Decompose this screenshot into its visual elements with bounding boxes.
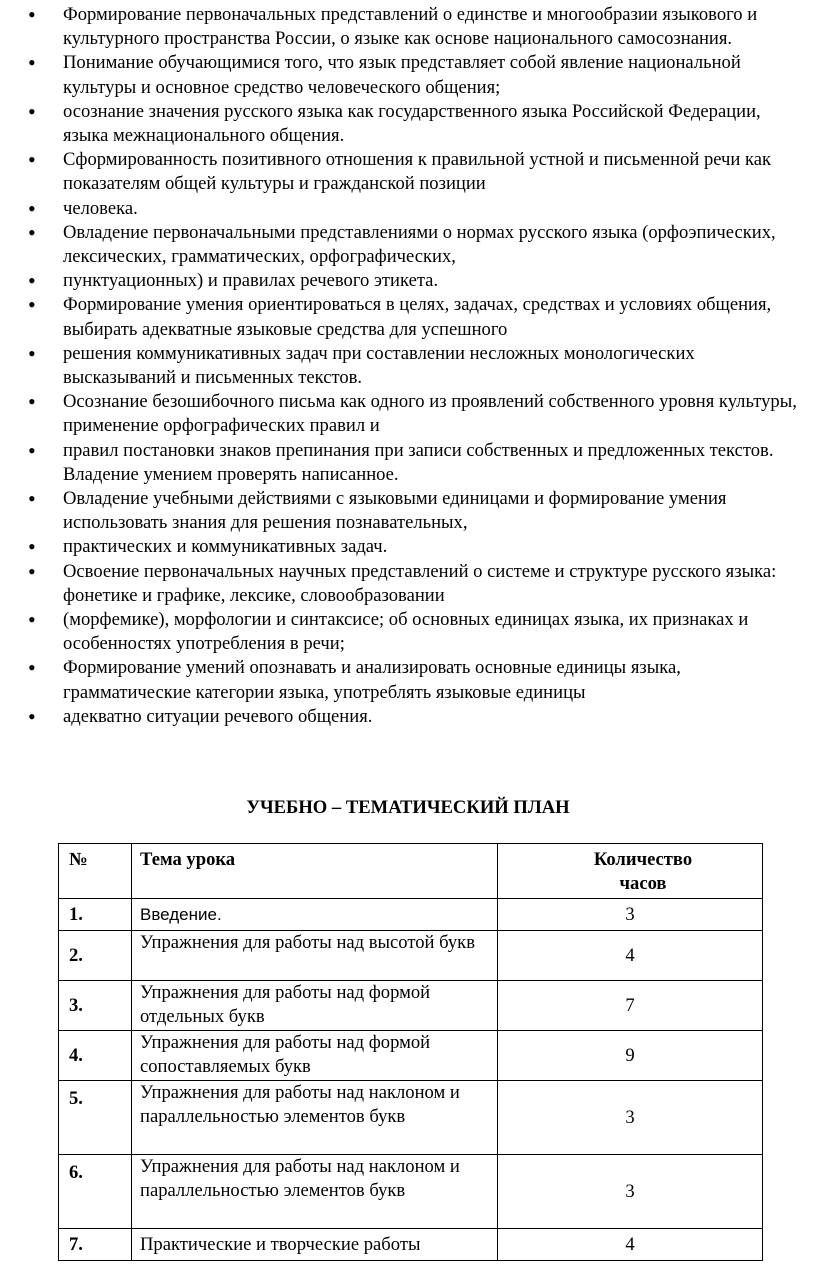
header-hours-label: Количество часов: [593, 849, 693, 894]
table-row: [59, 1081, 763, 1155]
header-hours: [498, 844, 763, 899]
row-topic: Введение.: [132, 899, 498, 931]
row-num: 2.: [59, 931, 132, 981]
list-item: • адекватно ситуации речевого общения.: [0, 705, 816, 729]
row-hours: 3: [498, 899, 763, 931]
list-item: • пунктуационных) и правилах речевого этикета.: [0, 269, 816, 293]
table-header-row: [59, 844, 763, 899]
list-item: • Формирование первоначальных представлений о единстве и многообразии языкового и культурного пространства России, о языке как основе национального самосознания.: [0, 3, 816, 51]
row-topic: Практические и творческие работы: [132, 1229, 498, 1261]
table-row: [59, 899, 763, 931]
row-num: 3.: [59, 981, 132, 1031]
row-topic: Упражнения для работы над наклоном и параллельностью элементов букв: [132, 1081, 498, 1155]
row-hours: 3: [498, 1081, 763, 1155]
list-item: • осознание значения русского языка как государственного языка Российской Федерации, языка межнационального общения.: [0, 100, 816, 148]
row-hours: 4: [498, 931, 763, 981]
row-num: 1.: [59, 899, 132, 931]
table-row: [59, 1031, 763, 1081]
row-hours: 3: [498, 1155, 763, 1229]
list-item: • (морфемике), морфологии и синтаксисе; об основных единицах языка, их признаках и особенностях употребления в речи;: [0, 608, 816, 656]
row-hours: 7: [498, 981, 763, 1031]
table-row: [59, 981, 763, 1031]
row-topic: Упражнения для работы над наклоном и параллельностью элементов букв: [132, 1155, 498, 1229]
list-item: • Сформированность позитивного отношения к правильной устной и письменной речи как показателям общей культуры и гражданской позиции: [0, 148, 816, 196]
plan-table: [58, 843, 763, 1261]
list-item: • Формирование умений опознавать и анализировать основные единицы языка, грамматические категории языка, употреблять языковые единицы: [0, 656, 816, 704]
list-item: • Освоение первоначальных научных представлений о системе и структуре русского языка: фонетике и графике, лексике, словообразовании: [0, 560, 816, 608]
list-item: • решения коммуникативных задач при составлении несложных монологических высказываний и письменных текстов.: [0, 342, 816, 390]
outcomes-list: [0, 3, 816, 729]
plan-title: УЧЕБНО – ТЕМАТИЧЕСКИЙ ПЛАН: [246, 797, 570, 818]
row-num: 4.: [59, 1031, 132, 1081]
list-item: • человека.: [0, 197, 816, 221]
header-topic: Тема урока: [132, 844, 498, 899]
list-item: • Формирование умения ориентироваться в целях, задачах, средствах и условиях общения, выбирать адекватные языковые средства для успешного: [0, 293, 816, 341]
table-row: [59, 1229, 763, 1261]
row-hours: 4: [498, 1229, 763, 1261]
table-row: [59, 1155, 763, 1229]
list-item: • правил постановки знаков препинания при записи собственных и предложенных текстов. Владение умением проверять написанное.: [0, 439, 816, 487]
list-item: • практических и коммуникативных задач.: [0, 535, 816, 559]
row-topic: Упражнения для работы над формой отдельных букв: [132, 981, 498, 1031]
row-topic: Упражнения для работы над формой сопоставляемых букв: [132, 1031, 498, 1081]
list-item: • Осознание безошибочного письма как одного из проявлений собственного уровня культуры, применение орфографических правил и: [0, 390, 816, 438]
list-item: • Овладение первоначальными представлениями о нормах русского языка (орфоэпических, лексических, грамматических, орфографических,: [0, 221, 816, 269]
row-hours: 9: [498, 1031, 763, 1081]
row-num: 6.: [59, 1155, 132, 1229]
list-item: • Понимание обучающимися того, что язык представляет собой явление национальной культуры и основное средство человеческого общения;: [0, 51, 816, 99]
row-num: 7.: [59, 1229, 132, 1261]
table-row: [59, 931, 763, 981]
row-num: 5.: [59, 1081, 132, 1155]
row-topic: Упражнения для работы над высотой букв: [132, 931, 498, 981]
header-num: №: [59, 844, 132, 899]
list-item: • Овладение учебными действиями с языковыми единицами и формирование умения использовать знания для решения познавательных,: [0, 487, 816, 535]
